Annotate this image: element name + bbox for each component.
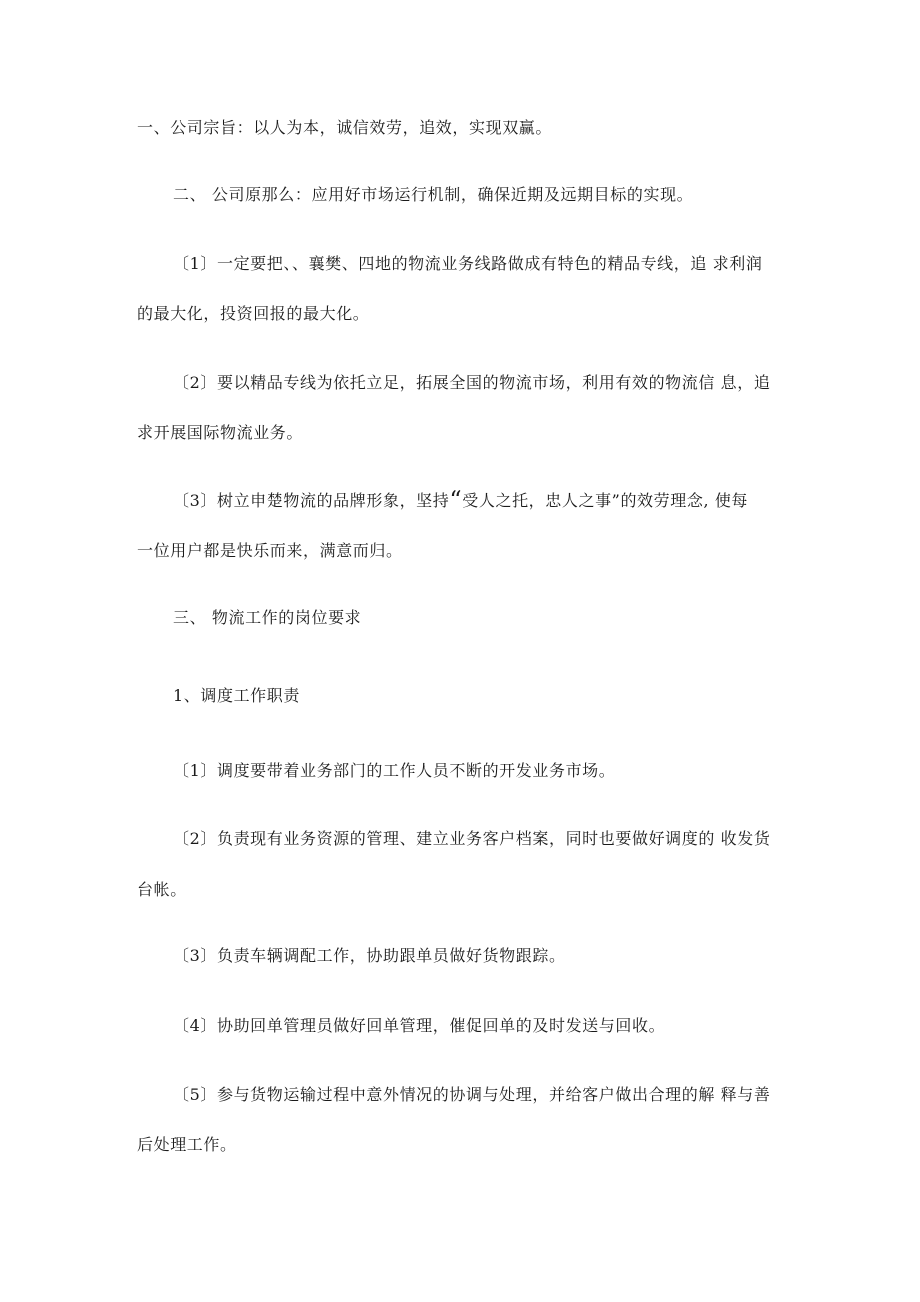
item-1-line-2: 的最大化，投资回报的最大化。 xyxy=(137,304,370,323)
duty-3: 〔3〕负责车辆调配工作，协助跟单员做好货物跟踪。 xyxy=(173,946,566,965)
item-3-text-a: 〔3〕树立申楚物流的品牌形象，坚持 xyxy=(173,491,450,510)
duty-5-line-2: 后处理工作。 xyxy=(137,1135,237,1154)
duty-5-line-1: 〔5〕参与货物运输过程中意外情况的协调与处理，并给客户做出合理的解 释与善 xyxy=(173,1085,771,1104)
duty-2-line-1: 〔2〕负责现有业务资源的管理、建立业务客户档案，同时也要做好调度的 收发货 xyxy=(173,829,771,848)
duty-2-line-2: 台帐。 xyxy=(137,880,187,899)
item-2-line-2: 求开展国际物流业务。 xyxy=(137,423,304,442)
item-2-line-1: 〔2〕要以精品专线为依托立足，拓展全国的物流市场，利用有效的物流信 息，追 xyxy=(173,373,771,392)
company-purpose-paragraph: 一、公司宗旨：以人为本，诚信效劳，追效，实现双赢。 xyxy=(137,118,553,137)
item-3-text-b: 受人之托，忠人之事”的效劳理念, 使每 xyxy=(462,491,749,510)
section-3-heading: 三、 物流工作的岗位要求 xyxy=(173,608,362,627)
open-quote-mark: “ xyxy=(449,486,463,514)
dispatch-duties-heading: 1、调度工作职责 xyxy=(173,686,300,705)
duty-1: 〔1〕调度要带着业务部门的工作人员不断的开发业务市场。 xyxy=(173,761,616,780)
duty-4: 〔4〕协助回单管理员做好回单管理，催促回单的及时发送与回收。 xyxy=(173,1016,666,1035)
company-principle-paragraph: 二、 公司原那么：应用好市场运行机制，确保近期及远期目标的实现。 xyxy=(173,185,694,204)
item-3-line-1 xyxy=(173,486,749,514)
item-3-line-2: 一位用户都是快乐而来，满意而归。 xyxy=(137,541,403,560)
item-1-line-1: 〔1〕一定要把、、襄樊、四地的物流业务线路做成有特色的精品专线，追 求利润 xyxy=(173,254,763,273)
